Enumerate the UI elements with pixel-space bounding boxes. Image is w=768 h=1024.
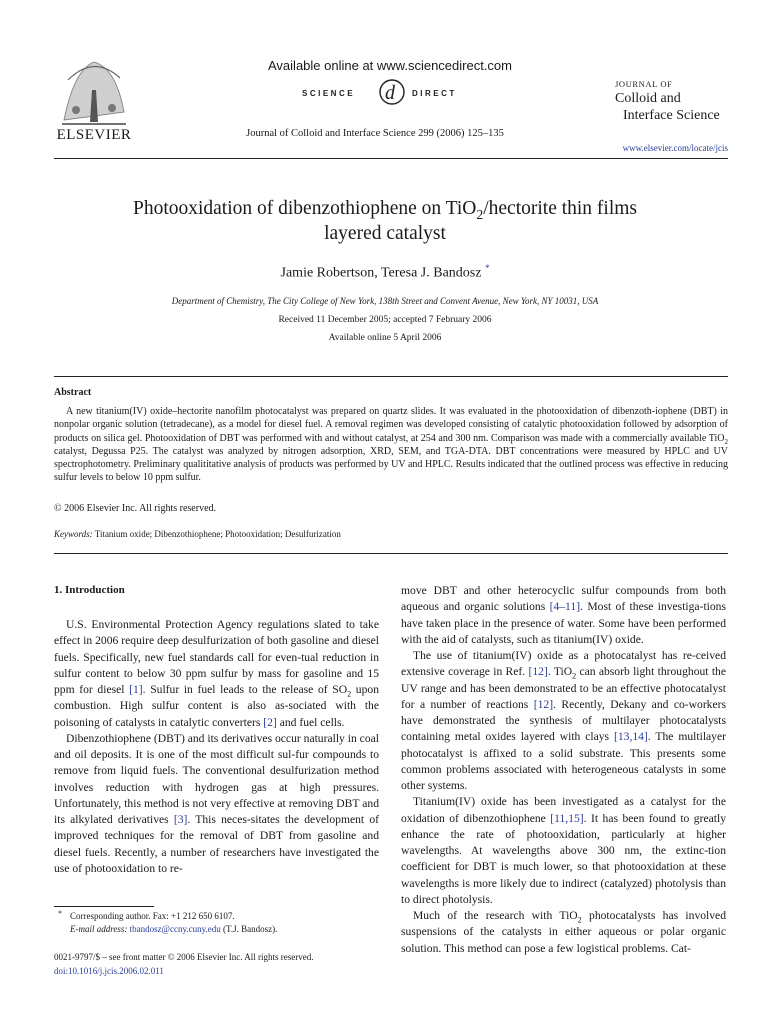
section-heading-introduction: 1. Introduction [54,584,125,596]
keywords-list: Titanium oxide; Dibenzothiophene; Photooxidation; Desulfurization [92,529,341,539]
author-email-link[interactable]: tbandosz@ccny.cuny.edu [129,923,221,934]
elsevier-tree-logo [54,50,132,134]
received-dates: Received 11 December 2005; accepted 7 February 2006 [278,315,492,325]
paragraph: Titanium(IV) oxide has been investigated as a catalyst for the oxidation of dibenzothiophene [11,15]. It has been found to greatly enhance the rate of photooxidation, particularly at higher wavelengths. At wavelengths above 300 nm, the extinc-tion coefficient for DBT is much lower, so that photooxidation at these wavelengths is more likely due to indirect (catalyzed) photolysis than to direct photolysis. [401,795,726,906]
journal-name [615,78,735,124]
citation-link[interactable]: [3] [173,813,188,826]
citation-link[interactable]: [11,15] [550,811,584,825]
author-names: Jamie Robertson, Teresa J. Bandosz [280,265,482,281]
keywords [54,529,341,539]
paragraph: Much of the research with TiO$_2$ photocatalysts has involved suspensions of the catalysts in either aqueous or polar organic solution. This method can pose a few logistical problems. Cat- [401,909,726,955]
page-bottom-info [54,950,384,978]
paragraph: move DBT and other heterocyclic sulfur compounds from both aqueous and organic solutions [4–11]. Most of these investiga-tions have taken place in the presence of water. Some have been performed with the aid of catalysts, such as titanium(IV) oxide. [401,584,726,646]
available-online-date: Available online 5 April 2006 [328,333,442,343]
journal-reference: Journal of Colloid and Interface Science 299 (2006) 125–135 [246,128,504,139]
abstract-text-1: A new titanium(IV) oxide–hectorite nanofilm photocatalyst was prepared on quartz slides. It was evaluated in the photooxidation of dibenzoth-iophene (DBT) in nonpolar organic solution (tetradecane), as a model for diesel fuel. A removal regimen was developed consisting of catalytic photooxidation followed by adsorption of products on silica gel. Photooxidation of DBT was performed with and without catalyst, at 254 and 300 nm. Comparison was made with a commercially available TiO [54,406,728,444]
citation-link[interactable]: [12] [528,665,548,679]
publisher-name: ELSEVIER [56,127,132,143]
citation-link[interactable]: [1] [129,683,143,696]
title-text-1: Photooxidation of dibenzothiophene on TiO [132,198,477,219]
journal-url-link[interactable]: www.elsevier.com/locate/jcis [622,143,728,153]
body-column-left [54,617,379,877]
citation-link[interactable]: [12] [533,697,554,711]
authors [70,263,700,282]
paragraph: Dibenzothiophene (DBT) and its derivatives occur naturally in coal and oil deposits. It is one of the most difficult sul-fur compounds to remove from liquid fuels. The conventional desulfurization method involves reduction with hydrogen gas at high pressures. Unfortunately, this method is not very effective at removing DBT and its alkylated derivatives [3]. This neces-sitates the development of improved techniques for the removal of DBT from gasoline and diesel fuels. Recently, a number of researchers have investigated the use of photooxidation to re- [54,731,379,875]
svg-text:SCIENCE: SCIENCE [302,89,356,98]
abstract-subscript: 2 [724,437,728,446]
svg-text:DIRECT: DIRECT [412,89,457,98]
sciencedirect-logo[interactable] [292,76,492,108]
paragraph: U.S. Environmental Protection Agency regulations slated to take effect in 2006 require deep desulfurization of both gasoline and diesel fuels. Specifically, new fuel standards call for even-tual reduction in sulfur content to below 30 ppm sulfur by mass for gasoline and 15 ppm for diesel [1]. Sulfur in fuel leads to the release of $SO_2$ upon combustion. High sulfur content is also as-sociated with the poisoning of catalysts in catalytic converters [2] and fuel cells. [54,618,379,729]
journal-name-line1: Colloid and [615,91,681,106]
footnote-divider [54,906,154,907]
corresponding-author-link[interactable]: * [484,263,490,273]
citation-link[interactable]: [4–11] [549,600,581,614]
available-online-text[interactable]: Available online at www.sciencedirect.com [268,58,512,73]
affiliation: Department of Chemistry, The City College of New York, 138th Street and Convent Avenue, New York, NY 10031, USA [171,296,599,306]
abstract-top-divider [54,376,728,377]
doi-link[interactable]: doi:10.1016/j.jcis.2006.02.011 [54,966,164,976]
footnote-corresponding: Corresponding author. Fax: +1 212 650 6107. [70,911,235,921]
footnote-email-suffix: (T.J. Bandosz). [220,923,278,934]
abstract-text-2: catalyst, Degussa P25. The catalyst was analyzed by nitrogen adsorption, XRD, SEM, and TGA-DTA. DBT concentrations were measured by HPLC and UV spectrophotometry. Preliminary qualititative analysis of products was performed by UV and HPLC. Results indicated that the outlined process was effective in reducing sulfur levels to below 10 ppm sulfur. [54,445,728,484]
citation-link[interactable]: [2] [263,715,277,729]
footnote-email-label: E-mail address: [70,923,128,934]
abstract-body [54,405,728,485]
citation-link[interactable]: [13,14] [613,730,648,744]
svg-text:d: d [385,82,395,104]
header-divider [54,158,728,159]
title-text-2: /hectorite thin films [483,198,638,219]
paragraph: The use of titanium(IV) oxide as a photocatalyst has re-ceived extensive coverage in Ref. [12]. TiO$_2$ can absorb light throughout the UV range and has been demonstrated to be an effective photocatalyst for a number of reactions [12]. Recently, Dekany and co-workers have demonstrated the synthesis of multilayer photocatalysts containing metal oxides layered with clays [13,14]. The multilayer photocatalyst is affixed to a solid substrate. This presents some common problems associated with heterogeneous catalysts in some other systems. [401,649,726,792]
footnote [54,910,384,935]
journal-name-prefix: JOURNAL OF [615,79,673,89]
footnote-mark: * [58,909,62,918]
abstract-heading: Abstract [54,387,92,398]
title-subscript: 2 [476,206,484,222]
issn-line: 0021-9797/$ – see front matter © 2006 Elsevier Inc. All rights reserved. [54,952,314,962]
abstract-bottom-divider [54,553,728,554]
article-title [70,196,700,246]
title-text-3: layered catalyst [324,223,446,244]
journal-name-line2: Interface Science [623,108,720,123]
keywords-label: Keywords: [54,529,93,539]
abstract-copyright: © 2006 Elsevier Inc. All rights reserved. [54,503,217,514]
body-column-right [401,583,726,957]
